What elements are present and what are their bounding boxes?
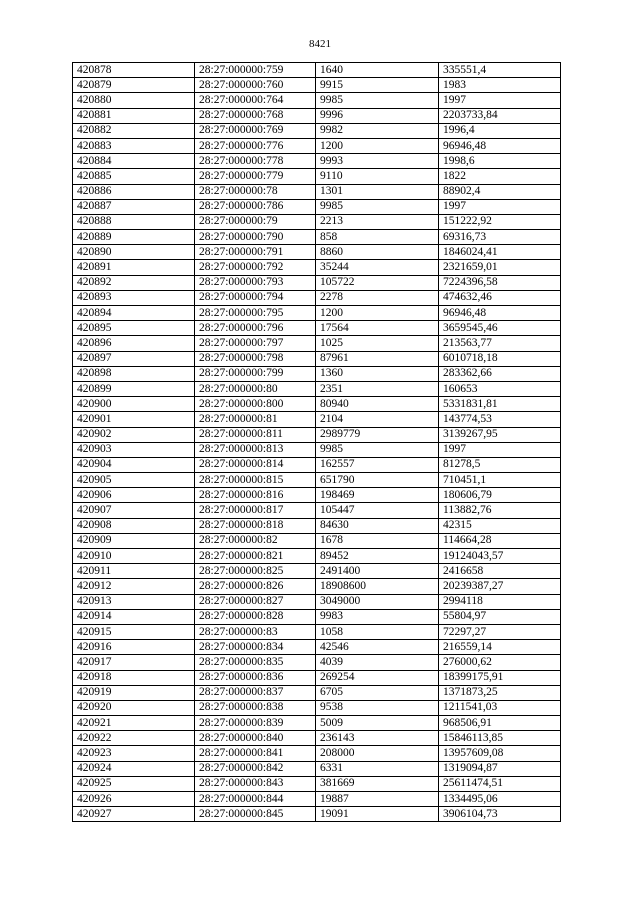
value-cell: 81278,5 <box>439 457 561 472</box>
area-cell: 105447 <box>316 503 439 518</box>
row-number-cell: 420896 <box>73 336 195 351</box>
cadastral-number-cell: 28:27:000000:80 <box>195 381 316 396</box>
cadastral-number-cell: 28:27:000000:779 <box>195 169 316 184</box>
row-number-cell: 420912 <box>73 579 195 594</box>
row-number-cell: 420915 <box>73 624 195 639</box>
area-cell: 1640 <box>316 63 439 78</box>
area-cell: 9982 <box>316 123 439 138</box>
row-number-cell: 420878 <box>73 63 195 78</box>
row-number-cell: 420894 <box>73 306 195 321</box>
area-cell: 1301 <box>316 184 439 199</box>
cadastral-number-cell: 28:27:000000:835 <box>195 655 316 670</box>
table-row <box>73 199 561 214</box>
cadastral-number-cell: 28:27:000000:827 <box>195 594 316 609</box>
cadastral-number-cell: 28:27:000000:842 <box>195 761 316 776</box>
row-number-cell: 420902 <box>73 427 195 442</box>
cadastral-number-cell: 28:27:000000:816 <box>195 488 316 503</box>
value-cell: 25611474,51 <box>439 776 561 791</box>
table-row <box>73 381 561 396</box>
value-cell: 180606,79 <box>439 488 561 503</box>
table-row <box>73 685 561 700</box>
table-row <box>73 746 561 761</box>
area-cell: 42546 <box>316 640 439 655</box>
row-number-cell: 420882 <box>73 123 195 138</box>
cadastral-number-cell: 28:27:000000:797 <box>195 336 316 351</box>
area-cell: 269254 <box>316 670 439 685</box>
row-number-cell: 420908 <box>73 518 195 533</box>
row-number-cell: 420901 <box>73 412 195 427</box>
table-row <box>73 397 561 412</box>
row-number-cell: 420918 <box>73 670 195 685</box>
area-cell: 2351 <box>316 381 439 396</box>
cadastral-number-cell: 28:27:000000:845 <box>195 807 316 822</box>
cadastral-number-cell: 28:27:000000:764 <box>195 93 316 108</box>
table-row <box>73 230 561 245</box>
cadastral-number-cell: 28:27:000000:791 <box>195 245 316 260</box>
cadastral-number-cell: 28:27:000000:793 <box>195 275 316 290</box>
cadastral-number-cell: 28:27:000000:843 <box>195 776 316 791</box>
table-row <box>73 807 561 822</box>
cadastral-number-cell: 28:27:000000:768 <box>195 108 316 123</box>
row-number-cell: 420886 <box>73 184 195 199</box>
table-row <box>73 290 561 305</box>
value-cell: 276000,62 <box>439 655 561 670</box>
area-cell: 87961 <box>316 351 439 366</box>
table-row <box>73 564 561 579</box>
row-number-cell: 420925 <box>73 776 195 791</box>
row-number-cell: 420911 <box>73 564 195 579</box>
row-number-cell: 420923 <box>73 746 195 761</box>
table-row <box>73 351 561 366</box>
cadastral-number-cell: 28:27:000000:800 <box>195 397 316 412</box>
cadastral-number-cell: 28:27:000000:844 <box>195 792 316 807</box>
cadastral-number-cell: 28:27:000000:760 <box>195 78 316 93</box>
table-row <box>73 731 561 746</box>
value-cell: 15846113,85 <box>439 731 561 746</box>
area-cell: 236143 <box>316 731 439 746</box>
row-number-cell: 420895 <box>73 321 195 336</box>
table-row <box>73 245 561 260</box>
area-cell: 2104 <box>316 412 439 427</box>
table-row <box>73 655 561 670</box>
area-cell: 1025 <box>316 336 439 351</box>
value-cell: 335551,4 <box>439 63 561 78</box>
value-cell: 143774,53 <box>439 412 561 427</box>
cadastral-number-cell: 28:27:000000:798 <box>195 351 316 366</box>
value-cell: 1211541,03 <box>439 700 561 715</box>
area-cell: 858 <box>316 230 439 245</box>
row-number-cell: 420914 <box>73 609 195 624</box>
cadastral-number-cell: 28:27:000000:786 <box>195 199 316 214</box>
area-cell: 1200 <box>316 138 439 153</box>
table-row <box>73 609 561 624</box>
row-number-cell: 420920 <box>73 700 195 715</box>
value-cell: 72297,27 <box>439 624 561 639</box>
area-cell: 18908600 <box>316 579 439 594</box>
area-cell: 19091 <box>316 807 439 822</box>
area-cell: 9996 <box>316 108 439 123</box>
area-cell: 651790 <box>316 473 439 488</box>
area-cell: 2989779 <box>316 427 439 442</box>
area-cell: 9538 <box>316 700 439 715</box>
area-cell: 1058 <box>316 624 439 639</box>
cadastral-number-cell: 28:27:000000:79 <box>195 214 316 229</box>
table-row <box>73 275 561 290</box>
area-cell: 6705 <box>316 685 439 700</box>
cadastral-number-cell: 28:27:000000:817 <box>195 503 316 518</box>
area-cell: 9985 <box>316 93 439 108</box>
cadastral-number-cell: 28:27:000000:811 <box>195 427 316 442</box>
value-cell: 88902,4 <box>439 184 561 199</box>
table-row <box>73 412 561 427</box>
row-number-cell: 420879 <box>73 78 195 93</box>
cadastral-number-cell: 28:27:000000:790 <box>195 230 316 245</box>
area-cell: 9983 <box>316 609 439 624</box>
value-cell: 216559,14 <box>439 640 561 655</box>
cadastral-number-cell: 28:27:000000:839 <box>195 716 316 731</box>
value-cell: 710451,1 <box>439 473 561 488</box>
value-cell: 69316,73 <box>439 230 561 245</box>
value-cell: 1983 <box>439 78 561 93</box>
table-row <box>73 138 561 153</box>
row-number-cell: 420922 <box>73 731 195 746</box>
cadastral-number-cell: 28:27:000000:813 <box>195 442 316 457</box>
area-cell: 4039 <box>316 655 439 670</box>
value-cell: 1319094,87 <box>439 761 561 776</box>
cadastral-number-cell: 28:27:000000:81 <box>195 412 316 427</box>
area-cell: 198469 <box>316 488 439 503</box>
value-cell: 5331831,81 <box>439 397 561 412</box>
row-number-cell: 420907 <box>73 503 195 518</box>
value-cell: 1997 <box>439 442 561 457</box>
value-cell: 151222,92 <box>439 214 561 229</box>
cadastral-number-cell: 28:27:000000:795 <box>195 306 316 321</box>
area-cell: 2278 <box>316 290 439 305</box>
table-row <box>73 78 561 93</box>
cadastral-number-cell: 28:27:000000:814 <box>195 457 316 472</box>
row-number-cell: 420885 <box>73 169 195 184</box>
cadastral-number-cell: 28:27:000000:837 <box>195 685 316 700</box>
value-cell: 113882,76 <box>439 503 561 518</box>
area-cell: 9985 <box>316 442 439 457</box>
cadastral-number-cell: 28:27:000000:794 <box>195 290 316 305</box>
table-row <box>73 761 561 776</box>
cadastral-number-cell: 28:27:000000:821 <box>195 549 316 564</box>
cadastral-number-cell: 28:27:000000:841 <box>195 746 316 761</box>
area-cell: 1200 <box>316 306 439 321</box>
value-cell: 13957609,08 <box>439 746 561 761</box>
cadastral-number-cell: 28:27:000000:83 <box>195 624 316 639</box>
table-row <box>73 306 561 321</box>
page-number: 8421 <box>309 38 331 50</box>
row-number-cell: 420891 <box>73 260 195 275</box>
cadastral-number-cell: 28:27:000000:840 <box>195 731 316 746</box>
row-number-cell: 420919 <box>73 685 195 700</box>
row-number-cell: 420884 <box>73 154 195 169</box>
row-number-cell: 420899 <box>73 381 195 396</box>
cadastral-number-cell: 28:27:000000:759 <box>195 63 316 78</box>
value-cell: 19124043,57 <box>439 549 561 564</box>
table-row <box>73 366 561 381</box>
table-row <box>73 579 561 594</box>
area-cell: 208000 <box>316 746 439 761</box>
area-cell: 8860 <box>316 245 439 260</box>
value-cell: 2994118 <box>439 594 561 609</box>
cadastral-number-cell: 28:27:000000:769 <box>195 123 316 138</box>
table-row <box>73 776 561 791</box>
area-cell: 2213 <box>316 214 439 229</box>
table-row <box>73 214 561 229</box>
table-row <box>73 533 561 548</box>
row-number-cell: 420916 <box>73 640 195 655</box>
cadastral-number-cell: 28:27:000000:838 <box>195 700 316 715</box>
value-cell: 283362,66 <box>439 366 561 381</box>
value-cell: 474632,46 <box>439 290 561 305</box>
row-number-cell: 420892 <box>73 275 195 290</box>
table-row <box>73 518 561 533</box>
value-cell: 1996,4 <box>439 123 561 138</box>
row-number-cell: 420897 <box>73 351 195 366</box>
table-row <box>73 63 561 78</box>
table-row <box>73 442 561 457</box>
area-cell: 9110 <box>316 169 439 184</box>
value-cell: 2203733,84 <box>439 108 561 123</box>
value-cell: 3659545,46 <box>439 321 561 336</box>
value-cell: 6010718,18 <box>439 351 561 366</box>
area-cell: 3049000 <box>316 594 439 609</box>
table-body <box>73 63 561 822</box>
value-cell: 160653 <box>439 381 561 396</box>
cadastral-table <box>72 62 561 822</box>
row-number-cell: 420921 <box>73 716 195 731</box>
value-cell: 1997 <box>439 93 561 108</box>
cadastral-number-cell: 28:27:000000:78 <box>195 184 316 199</box>
value-cell: 96946,48 <box>439 138 561 153</box>
value-cell: 55804,97 <box>439 609 561 624</box>
row-number-cell: 420889 <box>73 230 195 245</box>
row-number-cell: 420903 <box>73 442 195 457</box>
row-number-cell: 420924 <box>73 761 195 776</box>
table-row <box>73 336 561 351</box>
table-row <box>73 549 561 564</box>
cadastral-number-cell: 28:27:000000:776 <box>195 138 316 153</box>
area-cell: 84630 <box>316 518 439 533</box>
row-number-cell: 420909 <box>73 533 195 548</box>
area-cell: 17564 <box>316 321 439 336</box>
value-cell: 968506,91 <box>439 716 561 731</box>
row-number-cell: 420927 <box>73 807 195 822</box>
area-cell: 19887 <box>316 792 439 807</box>
row-number-cell: 420913 <box>73 594 195 609</box>
area-cell: 9915 <box>316 78 439 93</box>
table-row <box>73 260 561 275</box>
value-cell: 1334495,06 <box>439 792 561 807</box>
area-cell: 35244 <box>316 260 439 275</box>
table-row <box>73 700 561 715</box>
row-number-cell: 420910 <box>73 549 195 564</box>
value-cell: 42315 <box>439 518 561 533</box>
value-cell: 3139267,95 <box>439 427 561 442</box>
row-number-cell: 420883 <box>73 138 195 153</box>
row-number-cell: 420881 <box>73 108 195 123</box>
value-cell: 1822 <box>439 169 561 184</box>
value-cell: 96946,48 <box>439 306 561 321</box>
table-row <box>73 624 561 639</box>
row-number-cell: 420900 <box>73 397 195 412</box>
cadastral-number-cell: 28:27:000000:778 <box>195 154 316 169</box>
area-cell: 381669 <box>316 776 439 791</box>
cadastral-number-cell: 28:27:000000:836 <box>195 670 316 685</box>
table-row <box>73 184 561 199</box>
cadastral-number-cell: 28:27:000000:815 <box>195 473 316 488</box>
table-row <box>73 154 561 169</box>
table-row <box>73 169 561 184</box>
table-row <box>73 640 561 655</box>
area-cell: 105722 <box>316 275 439 290</box>
cadastral-number-cell: 28:27:000000:825 <box>195 564 316 579</box>
value-cell: 1846024,41 <box>439 245 561 260</box>
table-row <box>73 503 561 518</box>
cadastral-number-cell: 28:27:000000:834 <box>195 640 316 655</box>
area-cell: 89452 <box>316 549 439 564</box>
table-row <box>73 108 561 123</box>
value-cell: 2416658 <box>439 564 561 579</box>
value-cell: 7224396,58 <box>439 275 561 290</box>
value-cell: 18399175,91 <box>439 670 561 685</box>
row-number-cell: 420917 <box>73 655 195 670</box>
row-number-cell: 420887 <box>73 199 195 214</box>
table-row <box>73 792 561 807</box>
cadastral-number-cell: 28:27:000000:828 <box>195 609 316 624</box>
table-row <box>73 123 561 138</box>
value-cell: 213563,77 <box>439 336 561 351</box>
row-number-cell: 420898 <box>73 366 195 381</box>
cadastral-number-cell: 28:27:000000:799 <box>195 366 316 381</box>
value-cell: 114664,28 <box>439 533 561 548</box>
table-row <box>73 594 561 609</box>
table-row <box>73 427 561 442</box>
row-number-cell: 420905 <box>73 473 195 488</box>
area-cell: 1678 <box>316 533 439 548</box>
cadastral-number-cell: 28:27:000000:826 <box>195 579 316 594</box>
cadastral-number-cell: 28:27:000000:796 <box>195 321 316 336</box>
area-cell: 9985 <box>316 199 439 214</box>
value-cell: 1997 <box>439 199 561 214</box>
row-number-cell: 420906 <box>73 488 195 503</box>
cadastral-number-cell: 28:27:000000:792 <box>195 260 316 275</box>
row-number-cell: 420888 <box>73 214 195 229</box>
row-number-cell: 420893 <box>73 290 195 305</box>
table-row <box>73 457 561 472</box>
table-row <box>73 473 561 488</box>
value-cell: 2321659,01 <box>439 260 561 275</box>
table-row <box>73 488 561 503</box>
area-cell: 80940 <box>316 397 439 412</box>
area-cell: 6331 <box>316 761 439 776</box>
area-cell: 162557 <box>316 457 439 472</box>
row-number-cell: 420880 <box>73 93 195 108</box>
value-cell: 20239387,27 <box>439 579 561 594</box>
table-row <box>73 716 561 731</box>
area-cell: 5009 <box>316 716 439 731</box>
cadastral-number-cell: 28:27:000000:82 <box>195 533 316 548</box>
area-cell: 2491400 <box>316 564 439 579</box>
value-cell: 1371873,25 <box>439 685 561 700</box>
cadastral-number-cell: 28:27:000000:818 <box>195 518 316 533</box>
area-cell: 1360 <box>316 366 439 381</box>
value-cell: 3906104,73 <box>439 807 561 822</box>
row-number-cell: 420926 <box>73 792 195 807</box>
table-row <box>73 93 561 108</box>
area-cell: 9993 <box>316 154 439 169</box>
table-row <box>73 321 561 336</box>
value-cell: 1998,6 <box>439 154 561 169</box>
table-row <box>73 670 561 685</box>
row-number-cell: 420904 <box>73 457 195 472</box>
row-number-cell: 420890 <box>73 245 195 260</box>
